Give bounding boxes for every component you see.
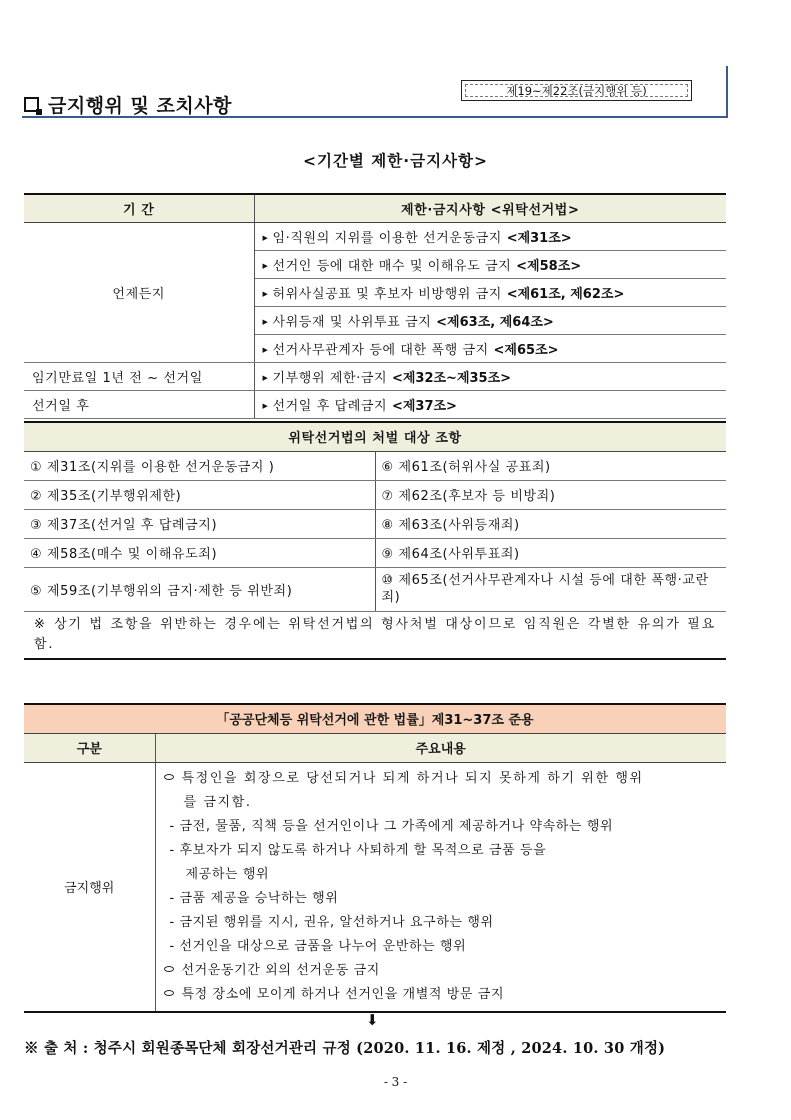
table-header-row: [24, 194, 726, 222]
content-line-text: 특정인을 회장으로 당선되거나 되게 하거나 되지 못하게 하기 위한 행위: [181, 770, 644, 786]
content-line: [164, 767, 721, 791]
table-row: [24, 611, 726, 659]
triangle-bullet-icon: ▶: [262, 317, 269, 326]
restriction-cell: [254, 362, 726, 390]
prohibited-acts-table: [24, 703, 726, 1013]
penalty-item: ③ 제37조(선거일 후 답례금지): [24, 509, 375, 538]
page-number: - 3 -: [383, 1075, 408, 1089]
source-citation: ※ 출 처 : 청주시 회원종목단체 회장선거관리 규정 (2020. 11. 16. 제정 , 2024. 10. 30 개정): [24, 1040, 666, 1057]
table-row: [24, 362, 726, 390]
restriction-text: 허위사실공표 및 후보자 비방행위 금지: [272, 286, 502, 302]
restriction-text: 기부행위 제한·금지: [272, 370, 388, 386]
article-reference-box: 제19~제22조(금지행위 등): [461, 80, 692, 101]
restriction-cell: [254, 278, 726, 306]
period-cell-after: 선거일 후: [24, 390, 254, 418]
page-title-text: 금지행위 및 조치사항: [48, 95, 232, 117]
period-cell-always: 언제든지: [24, 222, 254, 362]
article-ref: <제58조>: [516, 258, 582, 274]
table-row: [24, 451, 726, 480]
section-title: <기간별 제한·금지사항>: [302, 152, 489, 170]
square-bullet-icon: [24, 97, 39, 112]
circle-bullet-icon: [164, 966, 174, 972]
circle-bullet-icon: [164, 990, 174, 996]
penalty-item: ⑥ 제61조(허위사실 공표죄): [375, 451, 726, 480]
penalty-header: 위탁선거법의 처벌 대상 조항: [24, 422, 726, 451]
period-cell-before: 임기만료일 1년 전 ~ 선거일: [24, 362, 254, 390]
penalty-item: ⑨ 제64조(사위투표죄): [375, 538, 726, 567]
article-ref: <제32조~제35조>: [391, 370, 512, 386]
table-header-row: [24, 733, 726, 762]
table-row: [24, 222, 726, 250]
table-row: [24, 762, 726, 1012]
restriction-text: 선거인 등에 대한 매수 및 이해유도 금지: [272, 258, 512, 274]
restriction-cell: [254, 250, 726, 278]
triangle-bullet-icon: ▶: [262, 373, 269, 382]
header-vertical-rule: [726, 66, 728, 118]
penalty-item: ⑧ 제63조(사위등재죄): [375, 509, 726, 538]
penalty-item: ⑤ 제59조(기부행위의 금지·제한 등 위반죄): [24, 567, 375, 611]
table-header-row: [24, 422, 726, 451]
restriction-text: 선거일 후 답례금지: [272, 398, 388, 414]
down-arrow-icon: ⬇: [366, 1011, 379, 1029]
period-restrictions-table: [24, 193, 726, 419]
category-header: 구분: [24, 733, 155, 762]
table-row: [24, 390, 726, 418]
triangle-bullet-icon: ▶: [262, 401, 269, 410]
circle-bullet-icon: [164, 774, 174, 780]
content-line: [164, 959, 721, 983]
content-line: - 후보자가 되지 않도록 하거나 사퇴하게 할 목적으로 금품 등을: [169, 842, 547, 858]
page-title: [24, 91, 232, 118]
triangle-bullet-icon: ▶: [262, 345, 269, 354]
content-line: [164, 983, 721, 1007]
caution-note: ※ 상기 법 조항을 위반하는 경우에는 위탁선거법의 형사처벌 대상이므로 임직원은 각별한 유의가 필요함.: [34, 616, 716, 652]
table-row: [24, 509, 726, 538]
restriction-text: 사위등재 및 사위투표 금지: [272, 314, 432, 330]
penalty-item: ④ 제58조(매수 및 이해유도죄): [24, 538, 375, 567]
restriction-text: 선거사무관계자 등에 대한 폭행 금지: [272, 342, 489, 358]
content-line-text: 특정 장소에 모이게 하거나 선거인을 개별적 방문 금지: [181, 986, 505, 1002]
table-row: [24, 480, 726, 509]
penalty-item: ⑦ 제62조(후보자 등 비방죄): [375, 480, 726, 509]
content-line: - 금품 제공을 승낙하는 행위: [169, 890, 339, 906]
restriction-cell: [254, 390, 726, 418]
article-ref: <제65조>: [493, 342, 559, 358]
content-line-text: 선거운동기간 외의 선거운동 금지: [181, 962, 380, 978]
penalty-item: ① 제31조(지위를 이용한 선거운동금지 ): [24, 451, 375, 480]
table-row: [24, 538, 726, 567]
restriction-cell: [254, 222, 726, 250]
content-line: - 금지된 행위를 지시, 권유, 알선하거나 요구하는 행위: [169, 914, 494, 930]
restrictions-header: 제한·금지사항 <위탁선거법>: [254, 194, 726, 222]
content-line: - 금전, 물품, 직책 등을 선거인이나 그 가족에게 제공하거나 약속하는 행위: [169, 818, 614, 834]
penalty-item: ② 제35조(기부행위제한): [24, 480, 375, 509]
article-ref: <제37조>: [391, 398, 457, 414]
triangle-bullet-icon: ▶: [262, 233, 269, 242]
table-title-row: [24, 704, 726, 733]
penalty-item: ⑩ 제65조(선거사무관계자나 시설 등에 대한 폭행·교란죄): [375, 567, 726, 611]
content-line: 를 금지함.: [183, 794, 252, 810]
article-ref: <제31조>: [506, 230, 572, 246]
period-header: 기 간: [24, 194, 254, 222]
restriction-cell: [254, 306, 726, 334]
content-line: 제공하는 행위: [185, 866, 270, 882]
triangle-bullet-icon: ▶: [262, 261, 269, 270]
content-cell: [155, 762, 726, 1012]
restriction-cell: [254, 334, 726, 362]
article-ref: <제61조, 제62조>: [506, 286, 625, 302]
table-row: [24, 567, 726, 611]
law-title: 「공공단체등 위탁선거에 관한 법률」제31~37조 준용: [24, 704, 726, 733]
content-line: - 선거인을 대상으로 금품을 나누어 운반하는 행위: [169, 938, 467, 954]
article-ref: <제63조, 제64조>: [436, 314, 554, 330]
content-header: 주요내용: [155, 733, 726, 762]
penalty-articles-table: [24, 421, 726, 660]
category-cell: 금지행위: [24, 762, 155, 1012]
restriction-text: 임·직원의 지위를 이용한 선거운동금지: [272, 230, 502, 246]
triangle-bullet-icon: ▶: [262, 289, 269, 298]
